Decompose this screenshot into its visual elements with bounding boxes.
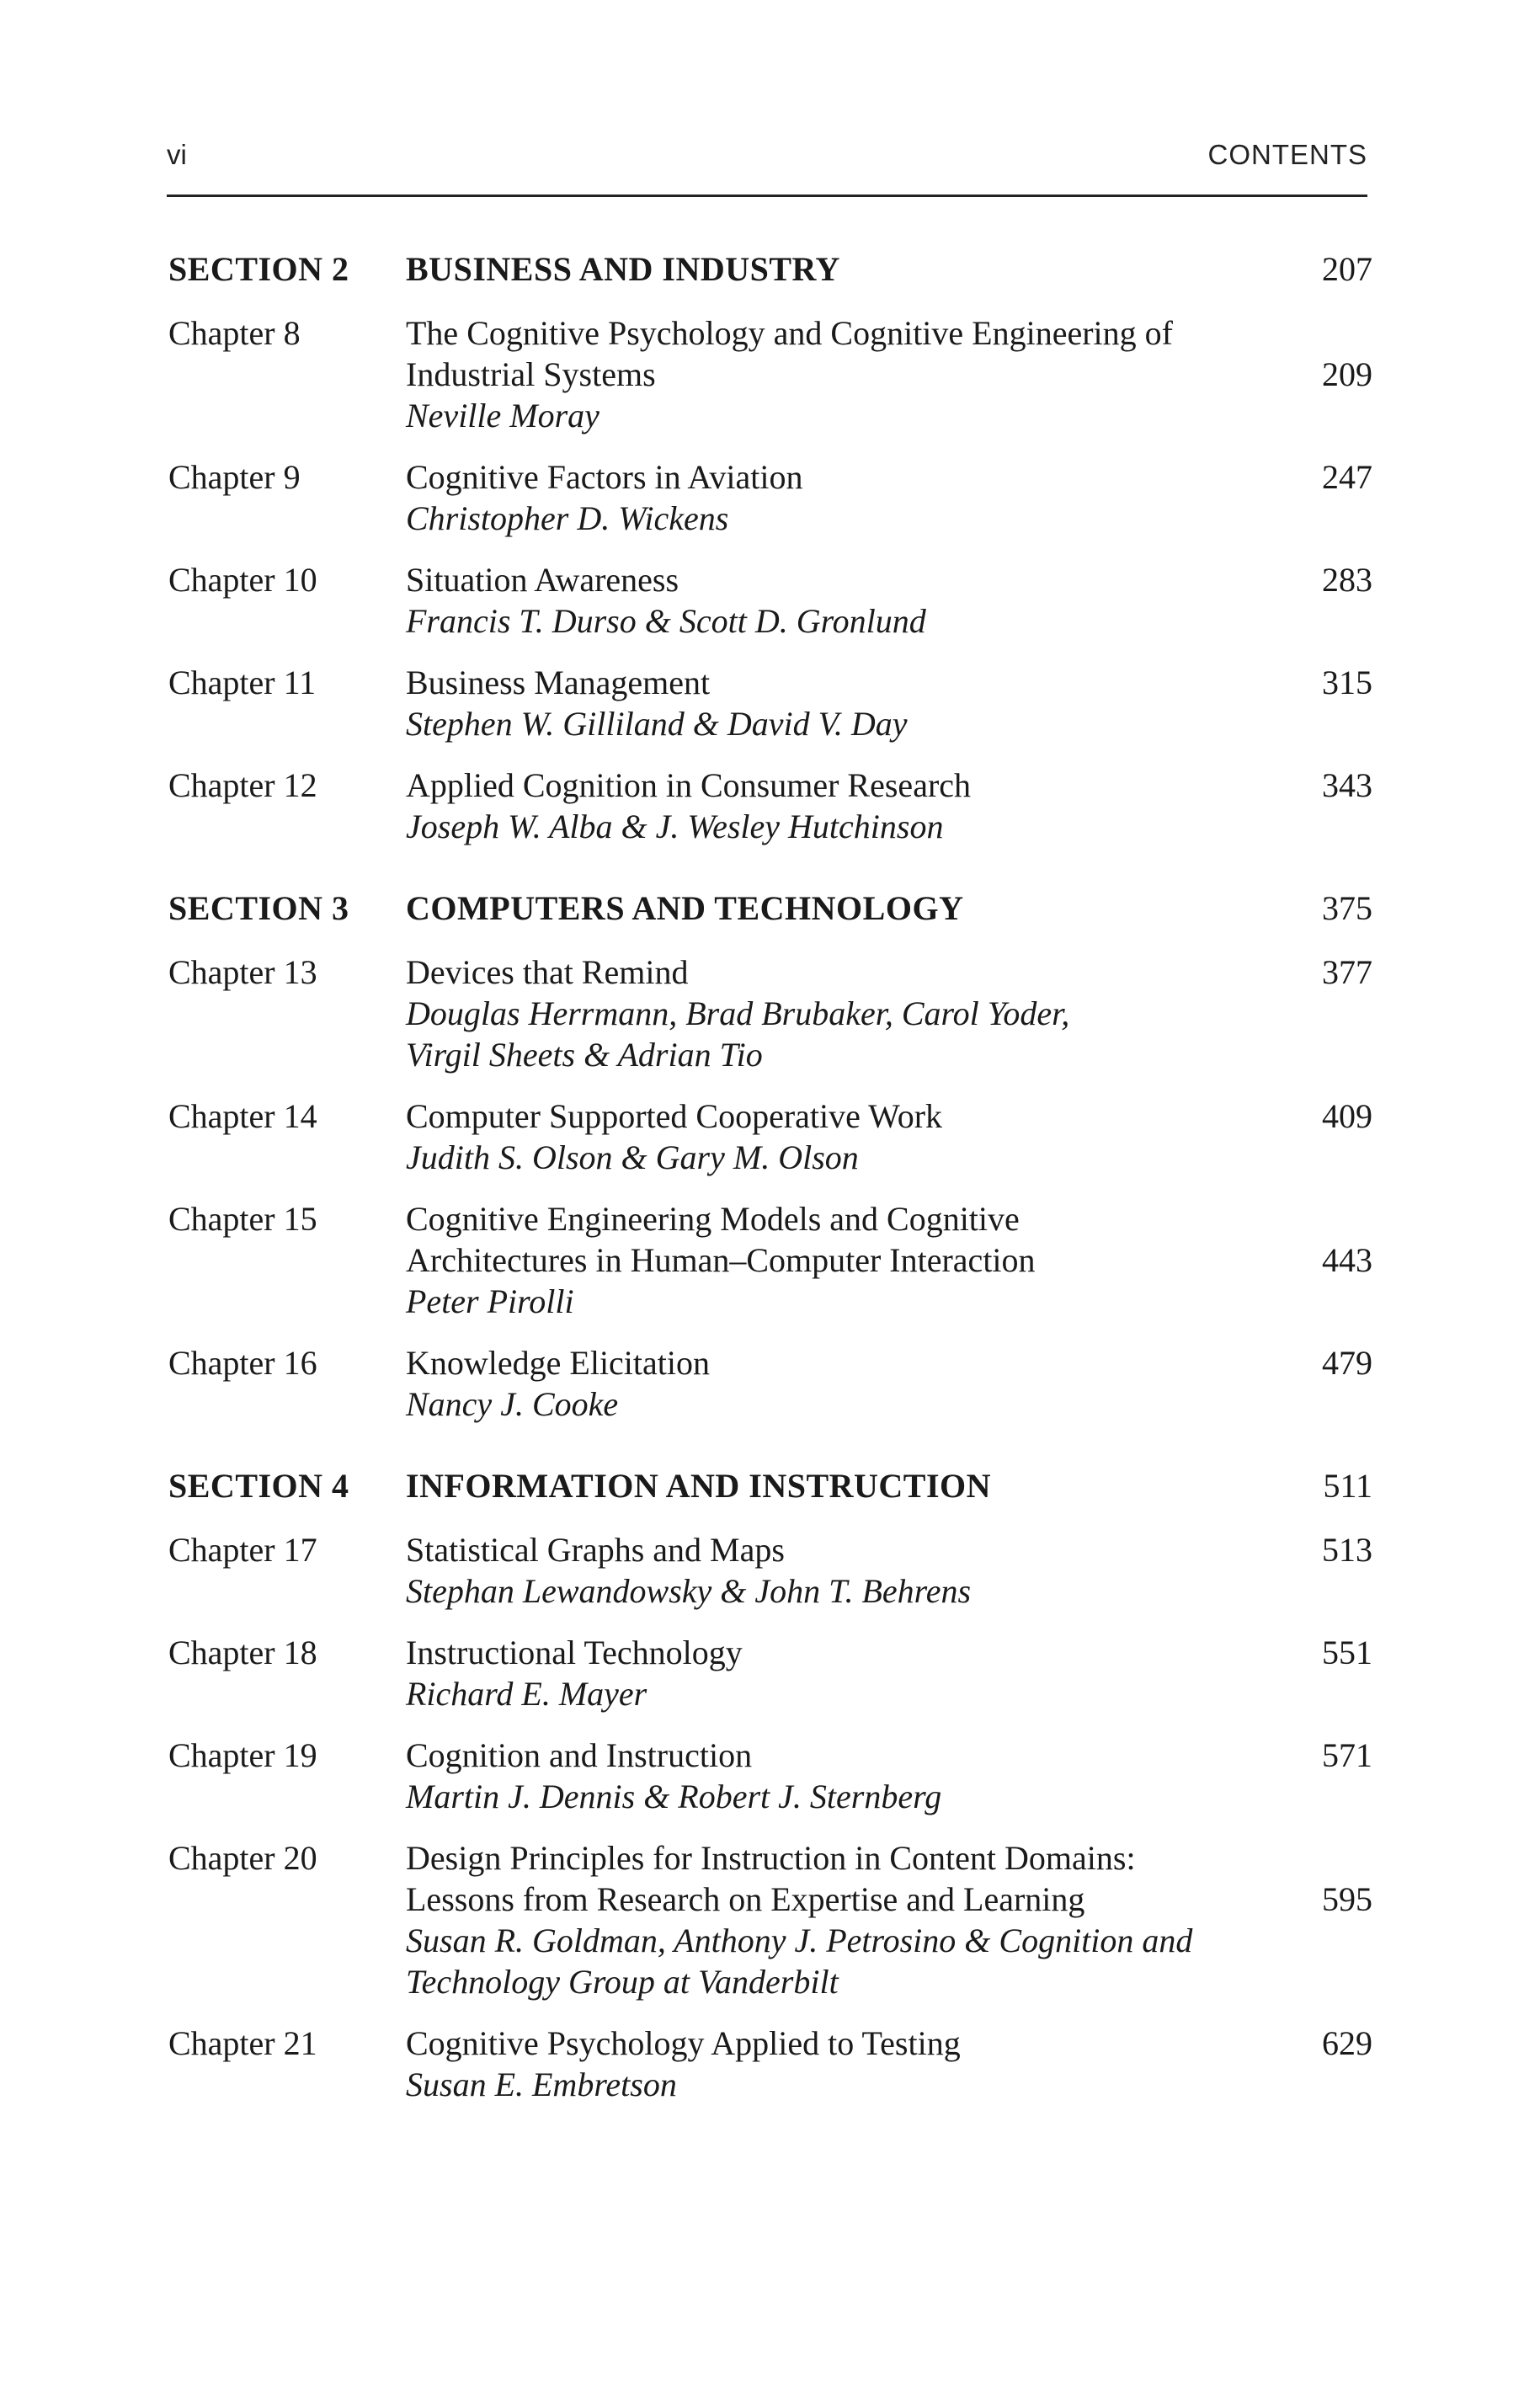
chapter-title-line: Devices that Remind bbox=[406, 953, 689, 991]
chapter-label: Chapter 8 bbox=[168, 314, 301, 352]
chapter-author-line: Christopher D. Wickens bbox=[406, 499, 729, 537]
chapter-entry bbox=[168, 1198, 1372, 1322]
chapter-label: Chapter 21 bbox=[168, 2024, 317, 2062]
chapter-label: Chapter 10 bbox=[168, 561, 317, 599]
chapter-entry bbox=[168, 2023, 1372, 2105]
chapter-details bbox=[406, 1198, 1265, 1322]
chapter-details bbox=[406, 1837, 1265, 2002]
chapter-title-line: Cognitive Engineering Models and Cognitive bbox=[406, 1200, 1020, 1238]
chapter-entry bbox=[168, 1632, 1372, 1714]
section-page-number: 375 bbox=[1322, 889, 1372, 927]
chapter-author-line: Virgil Sheets & Adrian Tio bbox=[406, 1036, 763, 1074]
chapter-page-number: 479 bbox=[1322, 1344, 1372, 1382]
chapter-author-line: Judith S. Olson & Gary M. Olson bbox=[406, 1138, 859, 1176]
chapter-author-line: Peter Pirolli bbox=[406, 1282, 574, 1320]
chapter-details bbox=[406, 456, 1265, 539]
chapter-entry bbox=[168, 1529, 1372, 1612]
chapter-entry bbox=[168, 951, 1372, 1075]
section-label: SECTION 4 bbox=[168, 1467, 349, 1505]
section-heading bbox=[168, 888, 1372, 931]
chapter-title-line: Business Management bbox=[406, 664, 711, 701]
chapter-title-line: Applied Cognition in Consumer Research bbox=[406, 766, 972, 804]
chapter-author-line: Douglas Herrmann, Brad Brubaker, Carol Yoder, bbox=[406, 994, 1070, 1032]
chapter-title-line: Design Principles for Instruction in Content Domains: bbox=[406, 1839, 1136, 1877]
section-page-number: 511 bbox=[1323, 1467, 1372, 1505]
chapter-author-line: Neville Moray bbox=[406, 397, 599, 434]
chapter-details bbox=[406, 1529, 1265, 1612]
chapter-entry bbox=[168, 1735, 1372, 1817]
chapter-author-line: Francis T. Durso & Scott D. Gronlund bbox=[406, 602, 926, 640]
chapter-author-line: Martin J. Dennis & Robert J. Sternberg bbox=[406, 1778, 942, 1815]
chapter-page-number: 551 bbox=[1322, 1634, 1372, 1671]
section-page-number: 207 bbox=[1322, 250, 1372, 288]
section-heading bbox=[168, 1465, 1372, 1509]
chapter-entry bbox=[168, 559, 1372, 642]
chapter-details bbox=[406, 951, 1265, 1075]
chapter-details bbox=[406, 312, 1265, 436]
header-rule bbox=[167, 195, 1367, 197]
chapter-details bbox=[406, 765, 1265, 847]
chapter-title-line: Computer Supported Cooperative Work bbox=[406, 1097, 943, 1135]
chapter-details bbox=[406, 1342, 1265, 1425]
chapter-label: Chapter 19 bbox=[168, 1736, 317, 1774]
section-title: COMPUTERS AND TECHNOLOGY bbox=[406, 889, 964, 927]
chapter-title-line: Statistical Graphs and Maps bbox=[406, 1531, 785, 1569]
section-heading bbox=[168, 248, 1372, 292]
chapter-label: Chapter 11 bbox=[168, 664, 317, 701]
chapter-title-line: Instructional Technology bbox=[406, 1634, 743, 1671]
chapter-label: Chapter 20 bbox=[168, 1839, 317, 1877]
chapter-author-line: Nancy J. Cooke bbox=[406, 1385, 619, 1423]
chapter-label: Chapter 17 bbox=[168, 1531, 317, 1569]
running-head-title: CONTENTS bbox=[1207, 139, 1367, 170]
chapter-label: Chapter 18 bbox=[168, 1634, 317, 1671]
chapter-details bbox=[406, 662, 1265, 744]
chapter-page-number: 595 bbox=[1322, 1880, 1372, 1918]
section-title: BUSINESS AND INDUSTRY bbox=[406, 250, 840, 288]
chapter-title-line: Lessons from Research on Expertise and Learning bbox=[406, 1880, 1085, 1918]
chapter-title-line: Cognitive Psychology Applied to Testing bbox=[406, 2024, 961, 2062]
section-label: SECTION 2 bbox=[168, 250, 349, 288]
chapter-page-number: 409 bbox=[1322, 1097, 1372, 1135]
chapter-label: Chapter 16 bbox=[168, 1344, 317, 1382]
chapter-author-line: Joseph W. Alba & J. Wesley Hutchinson bbox=[406, 808, 944, 845]
chapter-page-number: 513 bbox=[1322, 1531, 1372, 1569]
chapter-page-number: 283 bbox=[1322, 561, 1372, 599]
chapter-label: Chapter 12 bbox=[168, 766, 317, 804]
chapter-page-number: 629 bbox=[1322, 2024, 1372, 2062]
chapter-details bbox=[406, 1735, 1265, 1817]
chapter-label: Chapter 14 bbox=[168, 1097, 317, 1135]
chapter-page-number: 247 bbox=[1322, 458, 1372, 496]
chapter-entry bbox=[168, 456, 1372, 539]
chapter-page-number: 343 bbox=[1322, 766, 1372, 804]
chapter-label: Chapter 13 bbox=[168, 953, 317, 991]
chapter-title-line: The Cognitive Psychology and Cognitive Engineering of bbox=[406, 314, 1173, 352]
chapter-title-line: Cognition and Instruction bbox=[406, 1736, 753, 1774]
chapter-label: Chapter 15 bbox=[168, 1200, 317, 1238]
chapter-author-line: Susan R. Goldman, Anthony J. Petrosino & Cognition and bbox=[406, 1922, 1193, 1959]
chapter-title-line: Industrial Systems bbox=[406, 355, 656, 393]
chapter-details bbox=[406, 1095, 1265, 1178]
chapter-page-number: 571 bbox=[1322, 1736, 1372, 1774]
chapter-page-number: 209 bbox=[1322, 355, 1372, 393]
section-label: SECTION 3 bbox=[168, 889, 349, 927]
chapter-page-number: 377 bbox=[1322, 953, 1372, 991]
table-of-contents bbox=[168, 248, 1372, 2105]
chapter-page-number: 315 bbox=[1322, 664, 1372, 701]
chapter-title-line: Situation Awareness bbox=[406, 561, 679, 599]
running-head bbox=[167, 139, 1367, 181]
chapter-author-line: Susan E. Embretson bbox=[406, 2066, 677, 2103]
chapter-page-number: 443 bbox=[1322, 1241, 1372, 1279]
chapter-entry bbox=[168, 662, 1372, 744]
section-title: INFORMATION AND INSTRUCTION bbox=[406, 1467, 992, 1505]
chapter-label: Chapter 9 bbox=[168, 458, 301, 496]
chapter-entry bbox=[168, 1837, 1372, 2002]
chapter-title-line: Architectures in Human–Computer Interaction bbox=[406, 1241, 1036, 1279]
chapter-details bbox=[406, 2023, 1265, 2105]
chapter-entry bbox=[168, 1342, 1372, 1425]
chapter-title-line: Knowledge Elicitation bbox=[406, 1344, 711, 1382]
page-folio: vi bbox=[167, 139, 187, 170]
chapter-author-line: Stephen W. Gilliland & David V. Day bbox=[406, 705, 908, 743]
chapter-details bbox=[406, 1632, 1265, 1714]
chapter-entry bbox=[168, 765, 1372, 847]
chapter-entry bbox=[168, 312, 1372, 436]
chapter-author-line: Richard E. Mayer bbox=[406, 1675, 647, 1713]
chapter-title-line: Cognitive Factors in Aviation bbox=[406, 458, 803, 496]
chapter-entry bbox=[168, 1095, 1372, 1178]
chapter-author-line: Technology Group at Vanderbilt bbox=[406, 1963, 839, 2001]
chapter-author-line: Stephan Lewandowsky & John T. Behrens bbox=[406, 1572, 972, 1610]
chapter-details bbox=[406, 559, 1265, 642]
